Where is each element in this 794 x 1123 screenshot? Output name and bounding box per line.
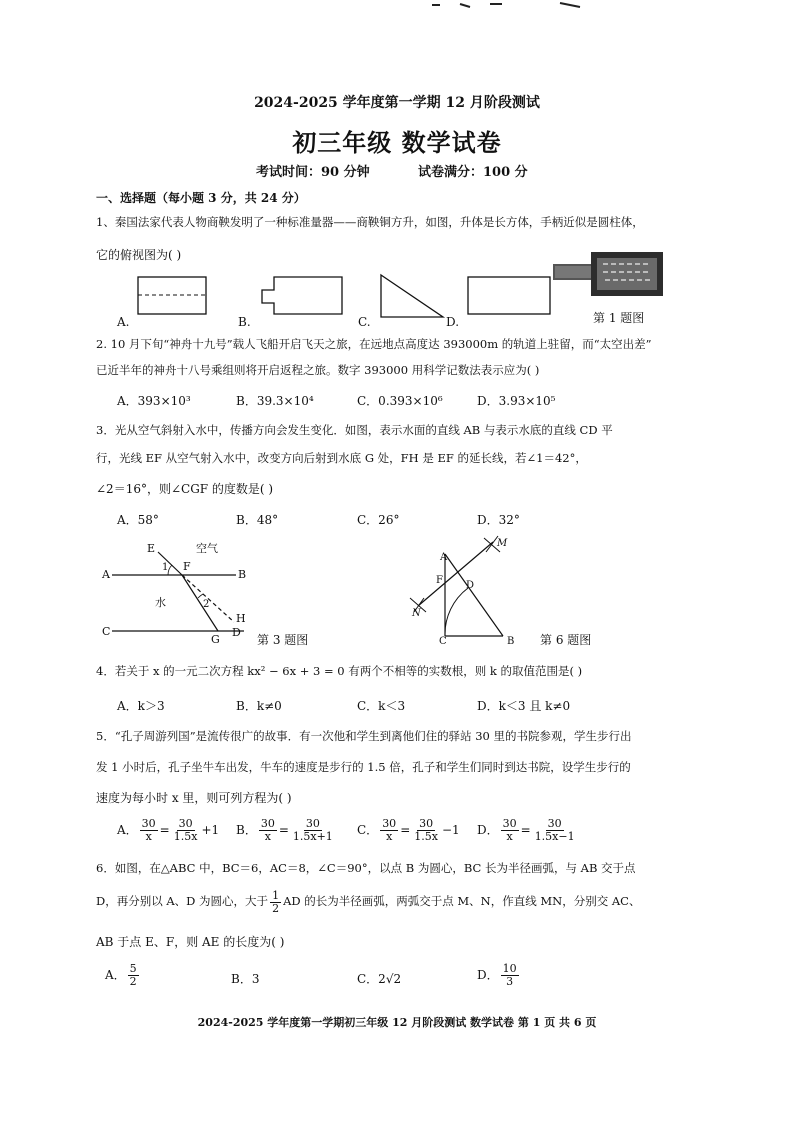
fraction: $\frac{30}{x}$ bbox=[260, 817, 275, 843]
fraction: $\frac{30}{1.5x}$ bbox=[173, 817, 198, 843]
q1-option-d-label: D. bbox=[446, 315, 460, 329]
full-score: 试卷满分：100 分 bbox=[418, 165, 528, 180]
q6-option-d bbox=[477, 963, 521, 987]
q6-option-b: B．3 bbox=[231, 972, 260, 986]
q5-line3: 速度为每小时 x 里，则可列方程为( ) bbox=[96, 791, 292, 805]
q5-option-c: C． $\frac{30}{x}$ = $\frac{30}{1.5x}$ −1 bbox=[357, 817, 460, 843]
q5-line2: 发 1 小时后，孔子坐牛车出发，牛车的速度是步行的 1.5 倍，孔子和学生们同时到达书院，设学生步行的 bbox=[96, 760, 631, 774]
q6-option-d-label: D． bbox=[477, 968, 499, 983]
q6-line2-part2: AD 的长为半径画弧，两弧交于点 M、N，作直线 MN，分别交 AC、 bbox=[283, 894, 641, 909]
q3-label-angle2: 2 bbox=[203, 599, 210, 610]
q1-option-c-shape bbox=[381, 275, 443, 317]
arc-cd bbox=[445, 588, 468, 636]
q6-label-n: N bbox=[412, 608, 421, 619]
q3-label-g: G bbox=[211, 633, 220, 646]
q3-label-air: 空气 bbox=[196, 542, 218, 555]
fraction: $\frac{30}{1.5x}$ bbox=[414, 817, 438, 843]
shang-yang-measure-photo bbox=[553, 252, 665, 296]
q4-option-d: D．k＜3 且 k≠0 bbox=[477, 699, 571, 713]
q6-line3: AB 于点 E、F，则 AE 的长度为( ) bbox=[96, 935, 285, 949]
fraction: $\frac{30}{1.5x+1}$ bbox=[292, 817, 333, 843]
q3-line1: 3．光从空气斜射入水中，传播方向会发生变化．如图，表示水面的直线 AB 与表示水底的直线 CD 平 bbox=[96, 423, 613, 437]
ray-fg bbox=[182, 575, 218, 631]
q3-label-c: C bbox=[102, 625, 111, 638]
q1-line2: 它的俯视图为( ) bbox=[96, 248, 182, 262]
q2-option-c: C．0.393×10⁶ bbox=[357, 394, 443, 408]
q5-option-d-label: D． bbox=[477, 823, 499, 838]
q3-option-b: B．48° bbox=[236, 513, 279, 527]
q1-option-b-label: B. bbox=[238, 315, 251, 329]
q5-option-a-label: A． bbox=[117, 823, 138, 838]
q1-fig-caption: 第 1 题图 bbox=[593, 311, 645, 325]
q3-line3: ∠2＝16°，则∠CGF 的度数是( ) bbox=[96, 482, 274, 496]
q1-option-c-label: C. bbox=[358, 315, 371, 329]
section-title: 一、选择题（每小题 3 分，共 24 分） bbox=[96, 191, 306, 205]
q6-line1: 6．如图，在△ABC 中，BC＝6，AC＝8，∠C＝90°，以点 B 为圆心，BC 长为半径画弧，与 AB 交于点 bbox=[96, 861, 636, 875]
q6-line2-part1: D，再分别以 A、D 为圆心，大于 bbox=[96, 894, 269, 909]
q6-fig-caption: 第 6 题图 bbox=[540, 633, 592, 647]
q4-option-a: A．k＞3 bbox=[117, 699, 165, 713]
page-footer: 2024-2025 学年度第一学期初三年级 12 月阶段测试 数学试卷 第 1 页 共 6 页 bbox=[197, 1016, 597, 1029]
q2-line2: 已近半年的神舟十八号乘组则将开启返程之旅。数字 393000 用科学记数法表示应为( ) bbox=[96, 363, 540, 377]
q2-option-b: B．39.3×10⁴ bbox=[236, 394, 314, 408]
q5-option-d: D． $\frac{30}{x}$ = $\frac{30}{1.5x-1}$ bbox=[477, 817, 575, 843]
top-edge-scrap bbox=[430, 0, 600, 14]
exam-time: 考试时间：90 分钟 bbox=[256, 165, 370, 180]
q1-option-d-shape bbox=[468, 277, 550, 314]
q3-option-c: C．26° bbox=[357, 513, 400, 527]
q3-label-e: E bbox=[147, 542, 156, 555]
q3-label-a: A bbox=[102, 568, 110, 581]
q3-label-h: H bbox=[236, 612, 246, 625]
q5-line1: 5．“孔子周游列国”是流传很广的故事．有一次他和学生到离他们住的驿站 30 里的书院参观，学生步行出 bbox=[96, 729, 632, 743]
q5-option-b: B． $\frac{30}{x}$ = $\frac{30}{1.5x+1}$ bbox=[236, 817, 333, 843]
side-ab bbox=[445, 554, 503, 636]
q6-label-c: C bbox=[439, 636, 447, 647]
q6-option-a-label: A． bbox=[105, 968, 126, 983]
q1-option-b-shape bbox=[262, 277, 342, 314]
q2-line1: 2. 10 月下旬“神舟十九号”载人飞船开启飞天之旅，在远地点高度达 393000m 的轨道上驻留，而“太空出差” bbox=[96, 337, 652, 351]
q6-line2 bbox=[96, 890, 641, 914]
fraction: $\frac{5}{2}$ bbox=[129, 962, 137, 988]
q6-label-d: D bbox=[466, 580, 475, 591]
fraction: $\frac{30}{x}$ bbox=[141, 817, 156, 843]
q1-line1: 1、秦国法家代表人物商鞅发明了一种标准量器——商鞅铜方升，如图，升体是长方体，手柄近似是圆柱体， bbox=[96, 215, 644, 229]
main-title: 初三年级 数学试卷 bbox=[292, 128, 502, 157]
q6-label-b: B bbox=[507, 636, 515, 647]
q6-label-m: M bbox=[497, 538, 508, 549]
fraction: $\frac{30}{x}$ bbox=[382, 817, 397, 843]
q4-option-c: C．k＜3 bbox=[357, 699, 406, 713]
q1-option-a-label: A. bbox=[117, 315, 130, 329]
q2-option-d: D．3.93×10⁵ bbox=[477, 394, 556, 408]
q3-line2: 行，光线 EF 从空气射入水中，改变方向后射到水底 G 处，FH 是 EF 的延长线，若∠1＝42°， bbox=[96, 451, 587, 465]
line-mn bbox=[418, 542, 493, 606]
q5-option-b-label: B． bbox=[236, 823, 257, 838]
q5-option-c-label: C． bbox=[357, 823, 379, 838]
q6-option-c: C．2√2 bbox=[357, 972, 402, 986]
q3-label-water: 水 bbox=[155, 596, 166, 609]
q4-option-b: B．k≠0 bbox=[236, 699, 282, 713]
q3-label-b: B bbox=[238, 568, 247, 581]
term-title: 2024-2025 学年度第一学期 12 月阶段测试 bbox=[254, 95, 540, 111]
fraction-half: $\frac{1}{2}$ bbox=[272, 889, 280, 915]
q6-option-a bbox=[105, 963, 141, 987]
q3-label-d: D bbox=[232, 626, 241, 639]
q6-label-f: F bbox=[436, 575, 443, 586]
q3-fig-caption: 第 3 题图 bbox=[257, 633, 309, 647]
fraction: $\frac{10}{3}$ bbox=[502, 962, 517, 988]
q3-label-f: F bbox=[183, 560, 191, 573]
q6-label-a: A bbox=[440, 552, 448, 563]
fraction: $\frac{30}{x}$ bbox=[502, 817, 517, 843]
fraction: $\frac{30}{1.5x-1}$ bbox=[534, 817, 575, 843]
q4-line1: 4．若关于 x 的一元二次方程 kx² − 6x + 3 = 0 有两个不相等的实数根，则 k 的取值范围是( ) bbox=[96, 664, 583, 678]
q3-label-angle1: 1 bbox=[162, 562, 169, 573]
q3-option-a: A．58° bbox=[117, 513, 159, 527]
q2-option-a: A．393×10³ bbox=[117, 394, 191, 408]
q5-option-a: A． $\frac{30}{x}$ = $\frac{30}{1.5x}$ +1 bbox=[117, 817, 220, 843]
q6-figure bbox=[400, 532, 530, 647]
q3-option-d: D．32° bbox=[477, 513, 520, 527]
